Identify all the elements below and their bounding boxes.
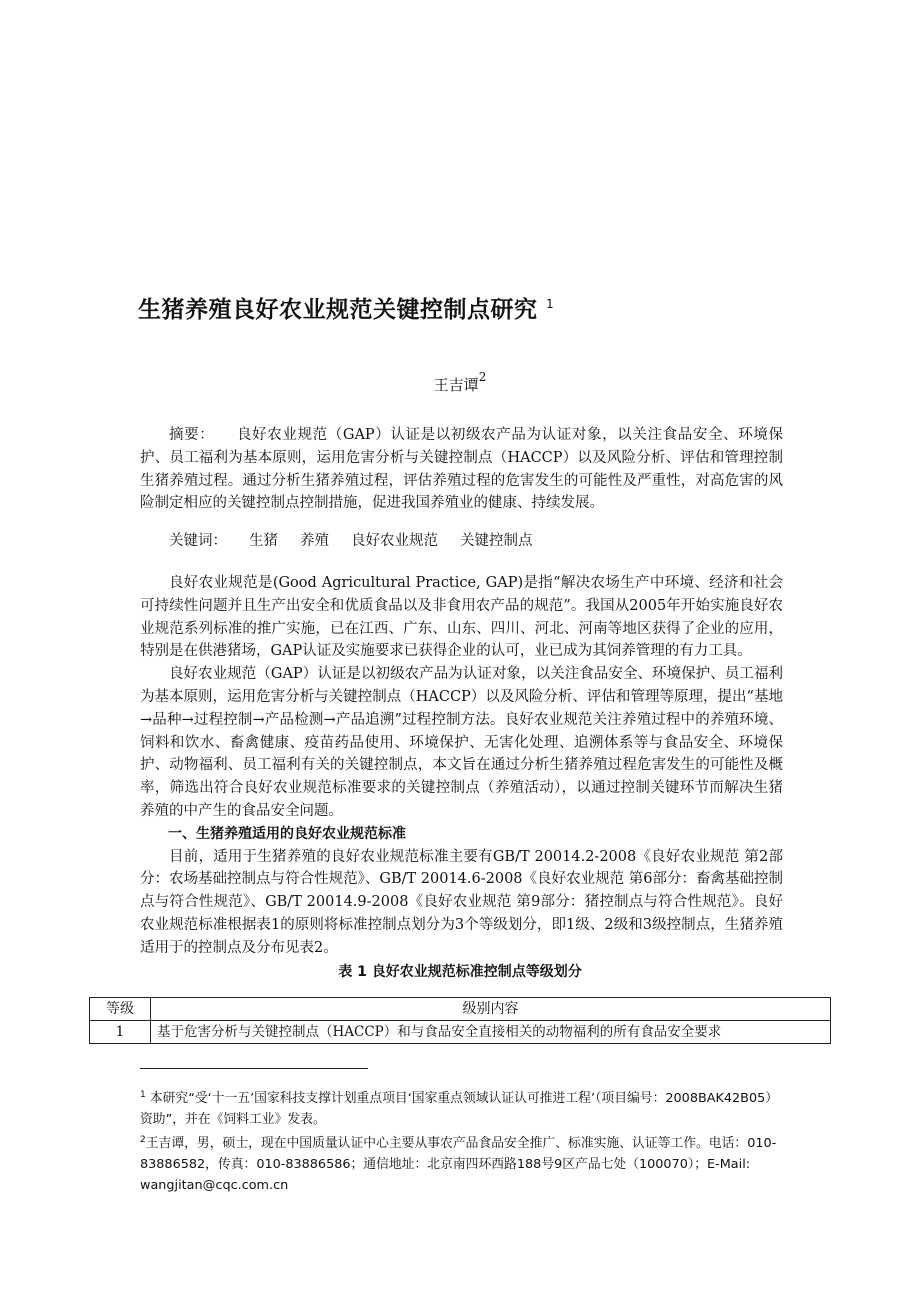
paper-title	[138, 288, 778, 326]
author-line	[0, 366, 920, 396]
body-paragraph: 良好农业规范是(Good Agricultural Practice, GAP)是指“解决农场生产中环境、经济和社会可持续性问题并且生产出安全和优质食品以及非食用农产品的规范”。我国从2005年开始实施良好农业规范系列标准的推广实施，已在江西、广东、山东、四川、河北、河南等地区获得了企业的应用，特别是在供港猪场，GAP认证及实施要求已获得企业的认可，业已成为其饲养管理的有力工具。	[140, 575, 783, 660]
keyword-item: 生猪	[249, 533, 278, 549]
footnote-text: 本研究“受‘十一五’国家科技支撑计划重点项目‘国家重点领域认证认可推进工程’（项目编号：2008BAK42B05）资助”，并在《饲料工业》发表。	[140, 1091, 779, 1127]
footnote-mark: 2	[140, 1135, 146, 1145]
main-body	[140, 572, 783, 960]
section-heading: 一、生猪养殖适用的良好农业规范标准	[168, 825, 406, 842]
body-paragraph: 良好农业规范（GAP）认证是以初级农产品为认证对象，以关注食品安全、环境保护、员工福利为基本原则，运用危害分析与关键控制点（HACCP）以及风险分析、评估和管理等原理，提出“基地→品种→过程控制→产品检测→产品追溯”过程控制方法。良好农业规范关注养殖过程中的养殖环境、饲料和饮水、畜禽健康、疫苗药品使用、环境保护、无害化处理、追溯体系等与食品安全、环境保护、动物福利、员工福利有关的关键控制点，本文旨在通过分析生猪养殖过程危害发生的可能性及概率，筛选出符合良好农业规范标准要求的关键控制点（养殖活动），以通过控制关键环节而解决生猪养殖的中产生的食品安全问题。	[140, 666, 783, 819]
keyword-item: 关键控制点	[460, 533, 533, 549]
table-caption: 表 1 良好农业规范标准控制点等级划分	[338, 964, 582, 980]
footnote-divider	[140, 1068, 368, 1069]
grade-table	[89, 997, 831, 1044]
keyword-item: 养殖	[300, 533, 329, 549]
paper-title-text: 生猪养殖良好农业规范关键控制点研究	[138, 297, 538, 323]
footnote	[140, 1130, 783, 1196]
keywords-label: 关键词：	[169, 533, 227, 549]
body-paragraph: 目前，适用于生猪养殖的良好农业规范标准主要有GB/T 20014.2-2008《良好农业规范 第2部分：农场基础控制点与符合性规范》、GB/T 20014.6-2008《良好农业规范 第6部分：畜禽基础控制点与符合性规范》、GB/T 20014.9-2008《良好农业规范 第9部分：猪控制点与符合性规范》。良好农业规范标准根据表1的原则将标准控制点划分为3个等级划分，即1级、2级和3级控制点，生猪养殖适用于的控制点及分布见表2。	[140, 848, 783, 956]
title-footnote-mark: 1	[546, 297, 555, 311]
abstract	[140, 424, 783, 515]
footnote-mark: 1	[140, 1090, 146, 1100]
table-header-cell: 级别内容	[151, 998, 831, 1021]
keywords	[140, 530, 783, 553]
footnote	[140, 1085, 783, 1130]
table-cell: 1	[90, 1021, 151, 1044]
keyword-item: 良好农业规范	[351, 533, 438, 549]
footnote-text: 王吉谭，男，硕士，现在中国质量认证中心主要从事农产品食品安全推广、标准实施、认证等工作。电话：010-83886582，传真：010-83886586；通信地址：北京南四环西路188号9区产品七处（100070）；E-Mail: wangjitan@cqc.com.cn	[140, 1136, 777, 1193]
table-header-cell: 等级	[90, 998, 151, 1021]
abstract-text: 良好农业规范（GAP）认证是以初级农产品为认证对象，以关注食品安全、环境保护、员工福利为基本原则，运用危害分析与关键控制点（HACCP）以及风险分析、评估和管理控制生猪养殖过程。通过分析生猪养殖过程，评估养殖过程的危害发生的可能性及严重性，对高危害的风险制定相应的关键控制点控制措施，促进我国养殖业的健康、持续发展。	[140, 427, 784, 512]
table-row	[90, 1021, 831, 1044]
table-cell: 基于危害分析与关键控制点（HACCP）和与食品安全直接相关的动物福利的所有食品安全要求	[151, 1021, 831, 1044]
author-footnote-mark: 2	[478, 370, 487, 384]
author-name: 王吉谭	[433, 376, 479, 394]
abstract-label: 摘要：	[169, 427, 215, 443]
footnotes	[140, 1085, 783, 1196]
table-header-row	[90, 998, 831, 1021]
